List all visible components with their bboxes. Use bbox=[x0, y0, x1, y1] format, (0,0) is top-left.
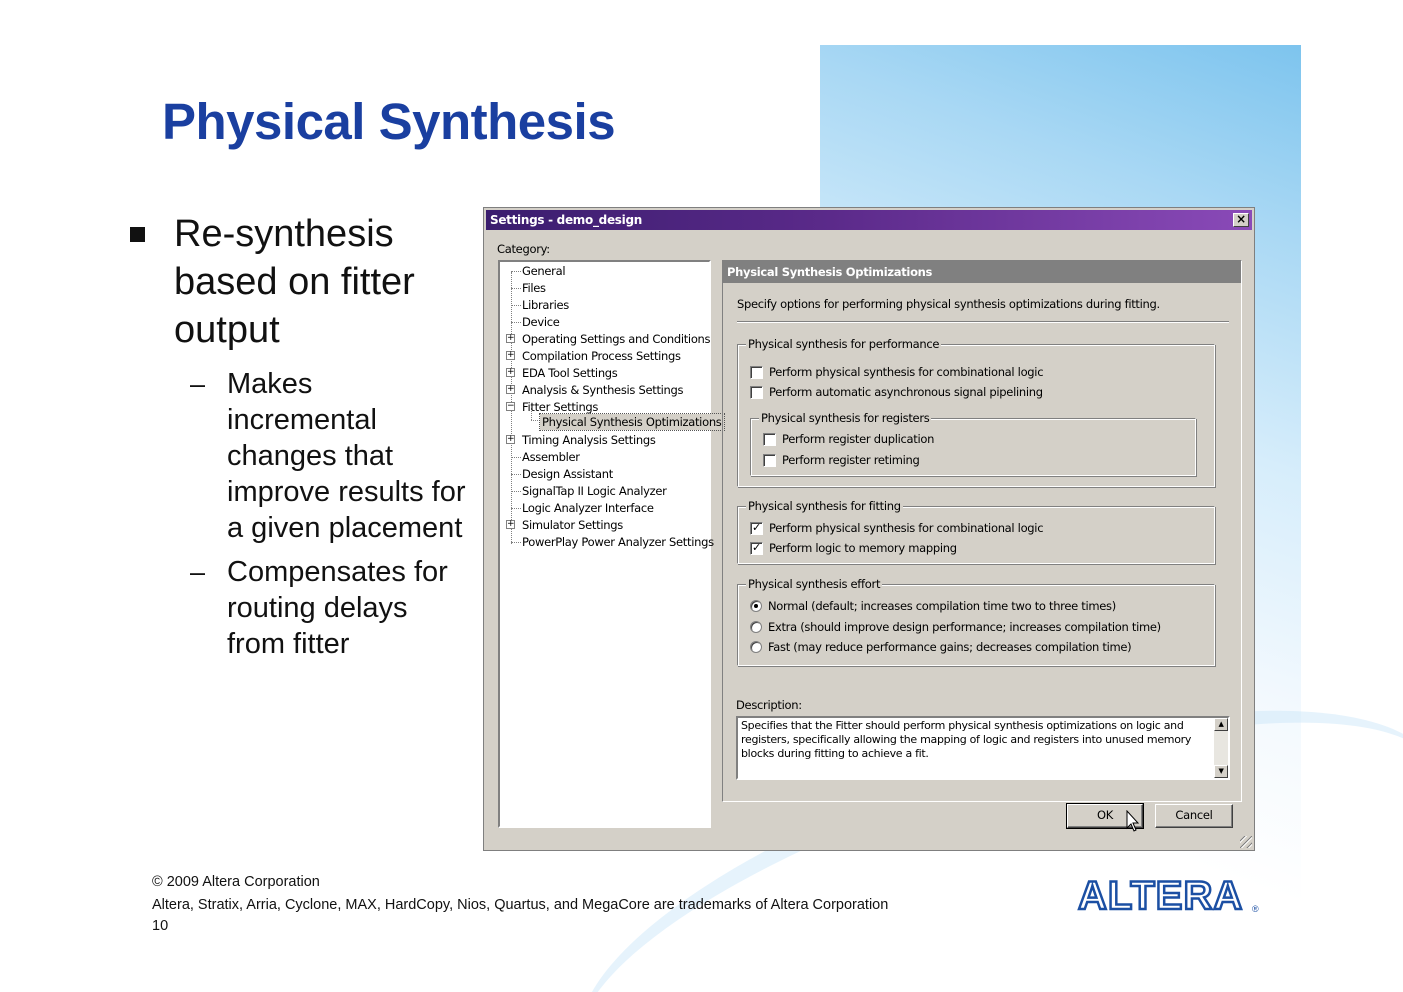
tree-item-fitter-settings[interactable]: Fitter Settings bbox=[522, 400, 599, 414]
dash-bullet-icon: – bbox=[190, 369, 206, 399]
option-register-retiming[interactable] bbox=[763, 453, 920, 467]
svg-text:ALTERA: ALTERA bbox=[1078, 874, 1244, 916]
checkbox[interactable] bbox=[750, 386, 763, 399]
option-fit-combinational[interactable] bbox=[750, 521, 1043, 535]
option-label: Perform physical synthesis for combinational logic bbox=[769, 521, 1044, 535]
description-text: Specifies that the Fitter should perform physical synthesis optimizations on logic and registers, specifically allowing the mapping of logic and registers into unused memory blocks during fitting to achieve a fit. bbox=[741, 719, 1192, 760]
ok-button[interactable]: OK bbox=[1067, 804, 1143, 828]
panel-intro: Specify options for performing physical synthesis optimizations during fitting. bbox=[737, 297, 1160, 311]
option-label: Normal (default; increases compilation time two to three times) bbox=[768, 599, 1116, 613]
radio-effort-extra[interactable] bbox=[750, 620, 1161, 634]
category-label: Category: bbox=[497, 242, 550, 256]
sub-bullet-text: Compensates for routing delays from fitter bbox=[227, 556, 448, 660]
svg-text:®: ® bbox=[1252, 904, 1259, 914]
collapse-icon[interactable]: − bbox=[507, 401, 515, 411]
radio-button[interactable] bbox=[750, 641, 762, 653]
footer-trademarks: Altera, Stratix, Arria, Cyclone, MAX, HardCopy, Nios, Quartus, and MegaCore are trademarks of Altera Corporation bbox=[152, 897, 889, 913]
tree-connector bbox=[511, 322, 521, 323]
page-number: 10 bbox=[152, 918, 169, 934]
footer-copyright: © 2009 Altera Corporation bbox=[152, 874, 320, 890]
option-label: Perform automatic asynchronous signal pipelining bbox=[769, 385, 1043, 399]
tree-item-libraries[interactable]: Libraries bbox=[522, 298, 569, 312]
resize-grip-icon[interactable] bbox=[1240, 836, 1252, 848]
tree-item-eda-tool[interactable]: EDA Tool Settings bbox=[522, 366, 618, 380]
mouse-cursor-icon bbox=[1126, 810, 1142, 834]
tree-connector bbox=[531, 420, 540, 421]
tree-item-operating-settings[interactable]: Operating Settings and Conditions bbox=[522, 332, 711, 346]
sub-bullet bbox=[190, 554, 470, 662]
panel-header: Physical Synthesis Optimizations bbox=[723, 261, 1241, 283]
settings-dialog bbox=[483, 207, 1255, 851]
tree-item-physical-synthesis[interactable]: Physical Synthesis Optimizations bbox=[542, 415, 722, 429]
altera-logo bbox=[1076, 872, 1266, 916]
tree-item-powerplay[interactable]: PowerPlay Power Analyzer Settings bbox=[522, 535, 714, 549]
checkbox[interactable] bbox=[763, 454, 776, 467]
radio-effort-fast[interactable] bbox=[750, 640, 1131, 654]
option-register-duplication[interactable] bbox=[763, 432, 934, 446]
tree-item-simulator-settings[interactable]: Simulator Settings bbox=[522, 518, 623, 532]
checkbox[interactable] bbox=[763, 433, 776, 446]
sub-bullet-list bbox=[190, 366, 470, 662]
radio-effort-normal[interactable] bbox=[750, 599, 1116, 613]
tree-item-device[interactable]: Device bbox=[522, 315, 560, 329]
tree-connector bbox=[511, 457, 521, 458]
tree-item-assembler[interactable]: Assembler bbox=[522, 450, 580, 464]
tree-item-signaltap[interactable]: SignalTap II Logic Analyzer bbox=[522, 484, 667, 498]
tree-item-compilation-process[interactable]: Compilation Process Settings bbox=[522, 349, 681, 363]
tree-connector bbox=[511, 542, 521, 543]
tree-item-logic-analyzer-interface[interactable]: Logic Analyzer Interface bbox=[522, 501, 654, 515]
options-panel bbox=[722, 260, 1242, 802]
expand-icon[interactable]: + bbox=[507, 519, 515, 529]
scroll-down-icon[interactable]: ▼ bbox=[1214, 765, 1228, 778]
tree-item-design-assistant[interactable]: Design Assistant bbox=[522, 467, 613, 481]
dialog-titlebar[interactable] bbox=[486, 210, 1252, 230]
radio-button[interactable] bbox=[750, 600, 762, 612]
group-title: Physical synthesis for performance bbox=[748, 337, 940, 351]
tree-connector bbox=[511, 508, 521, 509]
radio-button[interactable] bbox=[750, 621, 762, 633]
tree-item-files[interactable]: Files bbox=[522, 281, 546, 295]
check-icon[interactable]: ✓ bbox=[750, 542, 763, 555]
close-icon[interactable]: × bbox=[1233, 213, 1249, 227]
option-label: Perform logic to memory mapping bbox=[769, 541, 957, 555]
expand-icon[interactable]: + bbox=[507, 434, 515, 444]
divider bbox=[737, 321, 1229, 323]
tree-connector bbox=[511, 305, 521, 306]
option-label: Extra (should improve design performance; increases compilation time) bbox=[768, 620, 1161, 634]
group-title: Physical synthesis effort bbox=[748, 577, 881, 591]
option-perf-async-pipelining[interactable] bbox=[750, 385, 1043, 399]
option-label: Perform register retiming bbox=[782, 453, 920, 467]
bullet-list bbox=[130, 210, 470, 670]
dialog-title: Settings - demo_design bbox=[490, 213, 642, 227]
group-performance bbox=[737, 337, 1215, 487]
option-logic-memory-mapping[interactable] bbox=[750, 541, 957, 555]
option-perf-combinational[interactable] bbox=[750, 365, 1043, 379]
group-effort bbox=[737, 577, 1215, 666]
description-scrollbar[interactable] bbox=[1214, 718, 1228, 778]
option-label: Perform register duplication bbox=[782, 432, 935, 446]
checkbox[interactable] bbox=[750, 366, 763, 379]
description-label: Description: bbox=[736, 698, 802, 712]
group-registers bbox=[750, 411, 1196, 476]
category-tree[interactable] bbox=[498, 260, 722, 828]
square-bullet-icon bbox=[130, 227, 145, 242]
expand-icon[interactable]: + bbox=[507, 384, 515, 394]
tree-item-timing-analysis[interactable]: Timing Analysis Settings bbox=[522, 433, 656, 447]
expand-icon[interactable]: + bbox=[507, 333, 515, 343]
dash-bullet-icon: – bbox=[190, 557, 206, 587]
bullet-main bbox=[130, 210, 470, 354]
sub-bullet bbox=[190, 366, 470, 546]
scroll-up-icon[interactable]: ▲ bbox=[1214, 718, 1228, 731]
cancel-button[interactable]: Cancel bbox=[1155, 804, 1233, 828]
tree-connector bbox=[511, 474, 521, 475]
description-box[interactable] bbox=[736, 716, 1230, 780]
group-title: Physical synthesis for registers bbox=[761, 411, 930, 425]
sub-bullet-text: Makes incremental changes that improve results for a given placement bbox=[227, 368, 466, 544]
tree-connector bbox=[511, 271, 521, 272]
bullet-text: Re-synthesis based on fitter output bbox=[174, 213, 415, 351]
tree-item-general[interactable]: General bbox=[522, 264, 566, 278]
tree-item-analysis-synthesis[interactable]: Analysis & Synthesis Settings bbox=[522, 383, 684, 397]
group-title: Physical synthesis for fitting bbox=[748, 499, 901, 513]
group-fitting bbox=[737, 499, 1215, 564]
tree-connector bbox=[511, 491, 521, 492]
expand-icon[interactable]: + bbox=[507, 350, 515, 360]
option-label: Fast (may reduce performance gains; decreases compilation time) bbox=[768, 640, 1132, 654]
slide-title: Physical Synthesis bbox=[162, 93, 616, 150]
tree-connector bbox=[511, 288, 521, 289]
option-label: Perform physical synthesis for combinational logic bbox=[769, 365, 1044, 379]
expand-icon[interactable]: + bbox=[507, 367, 515, 377]
check-icon[interactable]: ✓ bbox=[750, 522, 763, 535]
